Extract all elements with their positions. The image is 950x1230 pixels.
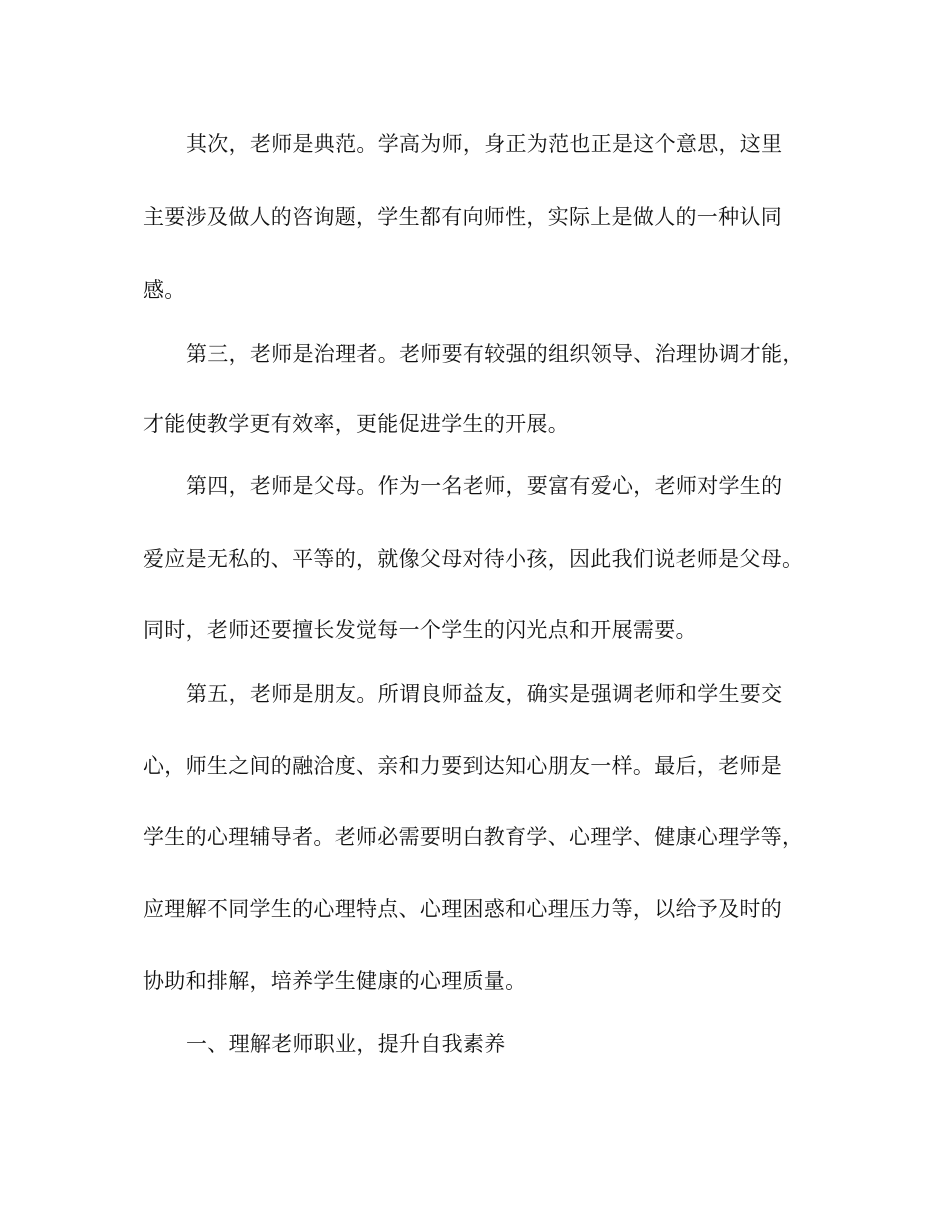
paragraph-line: 第四，老师是父母。作为一名老师，要富有爱心，老师对学生的 (186, 474, 783, 498)
paragraph-line: 应理解不同学生的心理特点、心理困惑和心理压力等，以给予及时的 (143, 897, 782, 921)
paragraph-line: 第五，老师是朋友。所谓良师益友，确实是强调老师和学生要交 (186, 682, 783, 706)
paragraph-line: 协助和排解，培养学生健康的心理质量。 (143, 969, 527, 993)
paragraph-line: 第三，老师是治理者。老师要有较强的组织领导、治理协调才能， (186, 342, 804, 366)
paragraph-line: 主要涉及做人的咨询题，学生都有向师性，实际上是做人的一种认同 (143, 205, 782, 229)
section-heading: 一、理解老师职业，提升自我素养 (186, 1032, 506, 1056)
paragraph-line: 感。 (143, 278, 186, 302)
paragraph-line: 其次，老师是典范。学高为师，身正为范也正是这个意思，这里 (186, 132, 783, 156)
paragraph-line: 学生的心理辅导者。老师必需要明白教育学、心理学、健康心理学等， (143, 825, 804, 849)
paragraph-line: 才能使教学更有效率，更能促进学生的开展。 (143, 412, 569, 436)
paragraph-line: 同时，老师还要擅长发觉每一个学生的闪光点和开展需要。 (143, 618, 697, 642)
paragraph-line: 心，师生之间的融洽度、亲和力要到达知心朋友一样。最后，老师是 (143, 754, 782, 778)
paragraph-line: 爱应是无私的、平等的，就像父母对待小孩，因此我们说老师是父母。 (143, 547, 804, 571)
